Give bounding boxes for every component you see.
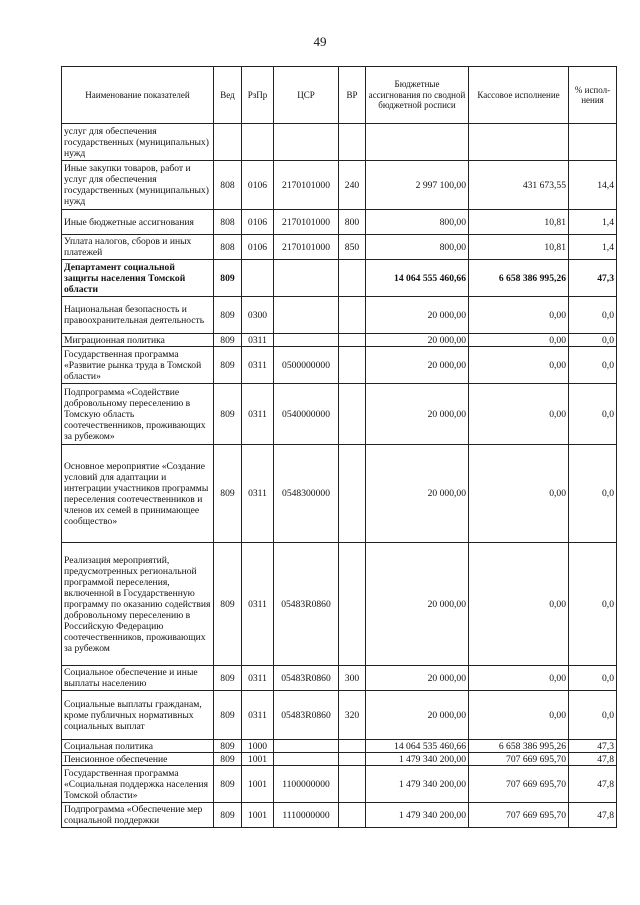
row-assignments: 800,00 — [366, 235, 469, 260]
row-vr — [339, 347, 366, 384]
row-cash: 0,00 — [469, 334, 569, 347]
row-rzpr: 1001 — [242, 766, 274, 803]
table-row — [62, 297, 617, 334]
row-percent: 0,0 — [569, 691, 617, 740]
row-percent: 47,8 — [569, 803, 617, 828]
table-row — [62, 803, 617, 828]
row-vr — [339, 260, 366, 297]
table-row — [62, 445, 617, 543]
header-vr: ВР — [339, 67, 366, 124]
row-ved: 809 — [214, 691, 242, 740]
row-cash: 0,00 — [469, 347, 569, 384]
row-name: Пенсионное обеспечение — [62, 753, 214, 766]
row-assignments: 20 000,00 — [366, 334, 469, 347]
row-vr — [339, 334, 366, 347]
row-csr: 0548300000 — [274, 445, 339, 543]
row-assignments: 20 000,00 — [366, 347, 469, 384]
row-percent — [569, 124, 617, 161]
row-cash: 0,00 — [469, 384, 569, 445]
row-csr: 2170101000 — [274, 161, 339, 210]
row-ved: 808 — [214, 235, 242, 260]
row-rzpr: 0311 — [242, 384, 274, 445]
header-assignments: Бюджетные ассигнования по сводной бюджетной росписи — [366, 67, 469, 124]
row-rzpr: 0311 — [242, 445, 274, 543]
row-percent: 0,0 — [569, 334, 617, 347]
row-rzpr: 1001 — [242, 803, 274, 828]
row-csr: 1100000000 — [274, 766, 339, 803]
row-rzpr: 0106 — [242, 235, 274, 260]
row-vr — [339, 740, 366, 753]
table-row — [62, 753, 617, 766]
row-vr — [339, 124, 366, 161]
row-name: Подпрограмма «Содействие добровольному переселению в Томскую область соотечественников, проживающих за рубежом» — [62, 384, 214, 445]
row-ved: 809 — [214, 297, 242, 334]
row-ved — [214, 124, 242, 161]
row-percent: 47,8 — [569, 753, 617, 766]
row-percent: 0,0 — [569, 347, 617, 384]
row-cash: 0,00 — [469, 297, 569, 334]
row-csr — [274, 124, 339, 161]
row-vr: 320 — [339, 691, 366, 740]
table-row-department — [62, 260, 617, 297]
row-ved: 809 — [214, 766, 242, 803]
row-rzpr: 0311 — [242, 334, 274, 347]
row-percent: 0,0 — [569, 384, 617, 445]
header-csr: ЦСР — [274, 67, 339, 124]
row-rzpr: 0300 — [242, 297, 274, 334]
table-row — [62, 691, 617, 740]
row-assignments: 20 000,00 — [366, 691, 469, 740]
table-row — [62, 384, 617, 445]
row-csr: 05483R0860 — [274, 543, 339, 666]
header-ved: Вед — [214, 67, 242, 124]
header-execution-percent: % испол-нения — [569, 67, 617, 124]
row-vr — [339, 297, 366, 334]
row-rzpr: 0311 — [242, 666, 274, 691]
row-ved: 809 — [214, 445, 242, 543]
row-csr — [274, 740, 339, 753]
table-row — [62, 766, 617, 803]
row-vr — [339, 766, 366, 803]
row-assignments: 800,00 — [366, 210, 469, 235]
row-name: Иные бюджетные ассигнования — [62, 210, 214, 235]
row-vr: 800 — [339, 210, 366, 235]
row-assignments: 20 000,00 — [366, 445, 469, 543]
row-csr: 0500000000 — [274, 347, 339, 384]
row-rzpr: 0106 — [242, 161, 274, 210]
header-name: Наименование показателей — [62, 67, 214, 124]
row-name: Социальная политика — [62, 740, 214, 753]
row-percent: 0,0 — [569, 666, 617, 691]
row-csr — [274, 334, 339, 347]
row-ved: 809 — [214, 384, 242, 445]
row-ved: 809 — [214, 803, 242, 828]
table-row — [62, 543, 617, 666]
row-vr — [339, 803, 366, 828]
row-ved: 809 — [214, 543, 242, 666]
row-name: Национальная безопасность и правоохранительная деятельность — [62, 297, 214, 334]
row-csr: 05483R0860 — [274, 666, 339, 691]
row-percent: 0,0 — [569, 445, 617, 543]
row-csr — [274, 297, 339, 334]
row-percent: 47,3 — [569, 740, 617, 753]
row-vr — [339, 753, 366, 766]
row-percent: 0,0 — [569, 543, 617, 666]
row-percent: 14,4 — [569, 161, 617, 210]
row-csr: 2170101000 — [274, 210, 339, 235]
row-cash: 6 658 386 995,26 — [469, 740, 569, 753]
row-assignments: 20 000,00 — [366, 297, 469, 334]
row-ved: 809 — [214, 347, 242, 384]
row-assignments: 14 064 535 460,66 — [366, 740, 469, 753]
row-cash: 431 673,55 — [469, 161, 569, 210]
row-assignments: 20 000,00 — [366, 543, 469, 666]
row-vr — [339, 445, 366, 543]
row-name: Департамент социальной защиты населения Томской области — [62, 260, 214, 297]
table-row — [62, 334, 617, 347]
row-vr — [339, 543, 366, 666]
row-rzpr: 0311 — [242, 347, 274, 384]
row-name: Социальные выплаты гражданам, кроме публичных нормативных социальных выплат — [62, 691, 214, 740]
row-percent: 1,4 — [569, 210, 617, 235]
table-row — [62, 124, 617, 161]
header-cash-execution: Кассовое исполнение — [469, 67, 569, 124]
row-csr: 1110000000 — [274, 803, 339, 828]
row-cash: 10,81 — [469, 235, 569, 260]
table-row — [62, 235, 617, 260]
row-rzpr — [242, 260, 274, 297]
row-name: Основное мероприятие «Создание условий для адаптации и интеграции участников программы переселения соотечественников и членов их семей в принимающее сообщество» — [62, 445, 214, 543]
row-vr: 240 — [339, 161, 366, 210]
table-row — [62, 161, 617, 210]
row-cash: 6 658 386 995,26 — [469, 260, 569, 297]
row-assignments: 14 064 555 460,66 — [366, 260, 469, 297]
row-ved: 809 — [214, 740, 242, 753]
row-cash: 10,81 — [469, 210, 569, 235]
row-csr: 0540000000 — [274, 384, 339, 445]
table-row — [62, 210, 617, 235]
row-cash: 707 669 695,70 — [469, 753, 569, 766]
row-rzpr: 0311 — [242, 691, 274, 740]
table-row — [62, 347, 617, 384]
row-percent: 1,4 — [569, 235, 617, 260]
row-csr: 2170101000 — [274, 235, 339, 260]
row-ved: 808 — [214, 210, 242, 235]
row-name: Уплата налогов, сборов и иных платежей — [62, 235, 214, 260]
budget-table — [61, 66, 617, 828]
row-vr: 300 — [339, 666, 366, 691]
row-name: услуг для обеспечения государственных (муниципальных) нужд — [62, 124, 214, 161]
row-assignments: 20 000,00 — [366, 384, 469, 445]
page-number: 49 — [313, 34, 327, 49]
row-rzpr — [242, 124, 274, 161]
row-csr — [274, 753, 339, 766]
row-assignments: 1 479 340 200,00 — [366, 803, 469, 828]
row-percent: 0,0 — [569, 297, 617, 334]
row-csr — [274, 260, 339, 297]
row-name: Государственная программа «Социальная поддержка населения Томской области» — [62, 766, 214, 803]
row-name: Миграционная политика — [62, 334, 214, 347]
row-ved: 808 — [214, 161, 242, 210]
row-name: Государственная программа «Развитие рынка труда в Томской области» — [62, 347, 214, 384]
row-name: Реализация мероприятий, предусмотренных региональной программой переселения, включенной в Государственную программу по оказанию содействия добровольному переселению в Российскую Федерацию соотечественников, проживающих за рубежом — [62, 543, 214, 666]
row-name: Социальное обеспечение и иные выплаты населению — [62, 666, 214, 691]
row-assignments: 2 997 100,00 — [366, 161, 469, 210]
row-name: Иные закупки товаров, работ и услуг для обеспечения государственных (муниципальных) нужд — [62, 161, 214, 210]
row-ved: 809 — [214, 753, 242, 766]
row-cash — [469, 124, 569, 161]
row-cash: 707 669 695,70 — [469, 766, 569, 803]
row-percent: 47,3 — [569, 260, 617, 297]
row-vr: 850 — [339, 235, 366, 260]
row-ved: 809 — [214, 334, 242, 347]
row-cash: 0,00 — [469, 691, 569, 740]
row-percent: 47,8 — [569, 766, 617, 803]
table-row — [62, 740, 617, 753]
row-rzpr: 1000 — [242, 740, 274, 753]
row-csr: 05483R0860 — [274, 691, 339, 740]
header-rzpr: РзПр — [242, 67, 274, 124]
table-header-row — [62, 67, 617, 124]
row-rzpr: 1001 — [242, 753, 274, 766]
row-cash: 0,00 — [469, 666, 569, 691]
row-ved: 809 — [214, 666, 242, 691]
row-rzpr: 0311 — [242, 543, 274, 666]
row-cash: 0,00 — [469, 445, 569, 543]
row-assignments — [366, 124, 469, 161]
row-cash: 0,00 — [469, 543, 569, 666]
row-ved: 809 — [214, 260, 242, 297]
row-vr — [339, 384, 366, 445]
row-name: Подпрограмма «Обеспечение мер социальной поддержки — [62, 803, 214, 828]
row-cash: 707 669 695,70 — [469, 803, 569, 828]
row-assignments: 1 479 340 200,00 — [366, 753, 469, 766]
row-assignments: 20 000,00 — [366, 666, 469, 691]
table-row — [62, 666, 617, 691]
row-assignments: 1 479 340 200,00 — [366, 766, 469, 803]
row-rzpr: 0106 — [242, 210, 274, 235]
